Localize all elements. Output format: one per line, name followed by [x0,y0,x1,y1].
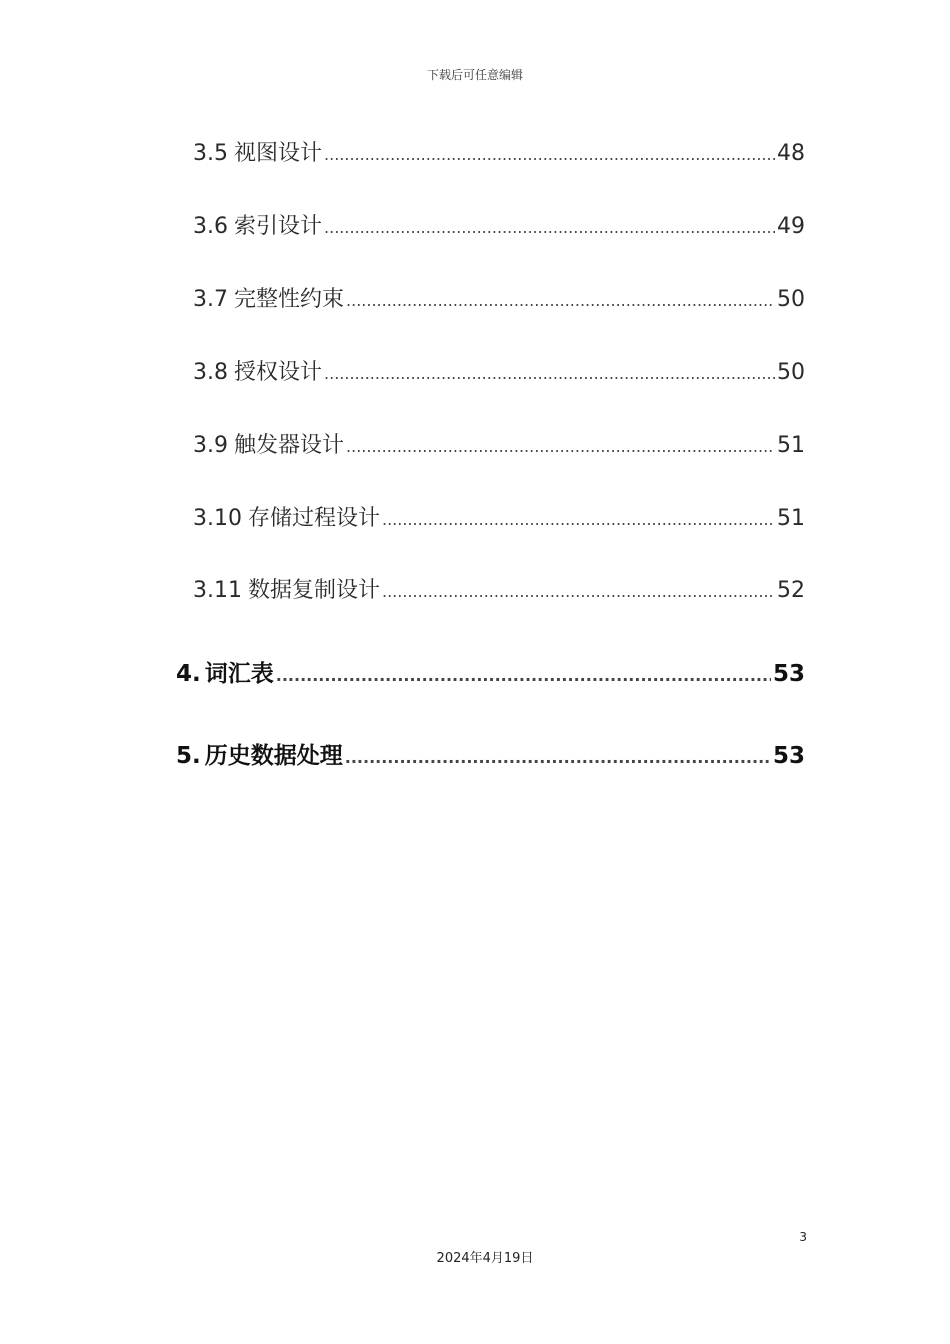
toc-dot-leader [276,666,771,685]
toc-entry-3-5[interactable] [193,136,805,167]
toc-entry-3-6[interactable] [193,209,805,240]
toc-entry-page: 49 [777,214,805,239]
toc-dot-leader [346,291,775,310]
toc-entry-number: 3.10 [193,506,242,531]
toc-entry-number: 3.8 [193,360,228,385]
toc-entry-page: 50 [777,360,805,385]
toc-entry-page: 50 [777,287,805,312]
toc-entry-page: 51 [777,433,805,458]
toc-entry-page: 51 [777,506,805,531]
toc-entry-number: 3.7 [193,287,228,312]
toc-entry-title: 数据复制设计 [247,578,380,603]
toc-entry-number: 3.6 [193,214,228,239]
toc-entry-3-10[interactable] [193,501,805,532]
toc-entry-page: 48 [777,141,805,166]
toc-entry-3-8[interactable] [193,355,805,386]
toc-entry-number: 3.11 [193,578,242,603]
toc-entry-title: 视图设计 [234,141,323,166]
toc-entry-title: 词汇表 [204,661,274,687]
toc-entry-3-7[interactable] [193,282,805,313]
toc-dot-leader [345,748,771,767]
toc-entry-4[interactable] [176,655,805,688]
toc-entry-3-9[interactable] [193,428,805,459]
toc-dot-leader [382,510,775,529]
toc-dot-leader [324,218,775,237]
toc-entry-page: 53 [772,661,805,687]
page-number: 3 [799,1230,807,1244]
toc-entry-number: 5. [176,743,201,769]
toc-entry-number: 3.5 [193,141,228,166]
toc-entry-title: 历史数据处理 [204,743,343,769]
toc-dot-leader [324,364,775,383]
toc-entry-5[interactable] [176,737,805,770]
toc-entry-3-11[interactable] [193,573,805,604]
toc-entry-number: 3.9 [193,433,228,458]
toc-entry-title: 索引设计 [234,214,323,239]
toc-dot-leader [382,582,775,601]
toc-entry-title: 完整性约束 [234,287,345,312]
page-header: 下载后可任意编辑 [426,68,523,82]
footer-date: 2024年4月19日 [436,1251,534,1266]
toc-entry-page: 53 [772,743,805,769]
toc-entry-title: 触发器设计 [234,433,345,458]
toc-entry-title: 存储过程设计 [247,506,380,531]
toc-entry-title: 授权设计 [234,360,323,385]
toc-dot-leader [324,145,775,164]
toc-entry-page: 52 [777,578,805,603]
toc-entry-number: 4. [176,661,201,687]
toc-dot-leader [346,437,775,456]
